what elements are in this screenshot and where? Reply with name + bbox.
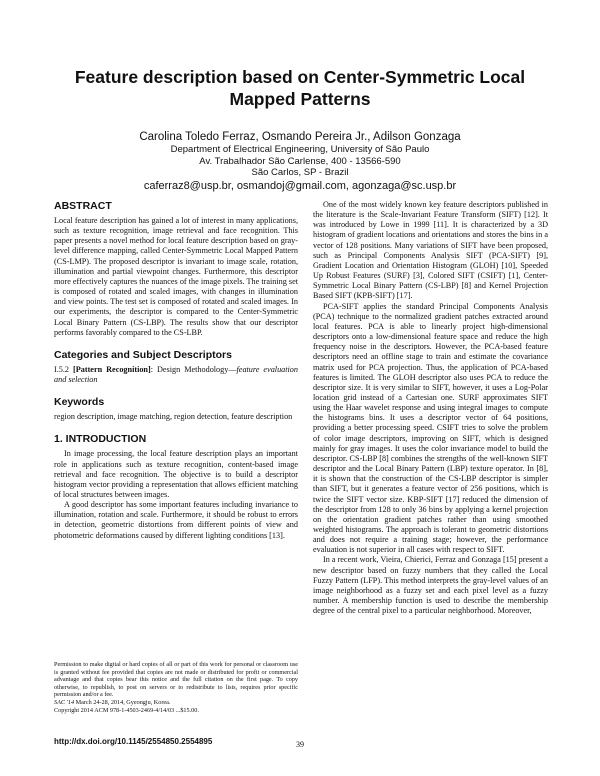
categories-heading: Categories and Subject Descriptors [54, 348, 232, 361]
abstract-heading: ABSTRACT [54, 200, 112, 212]
categories-bold: [Pattern Recognition] [73, 364, 151, 374]
conference-name: SAC '14 [54, 698, 75, 706]
affiliation-department: Department of Electrical Engineering, University of São Paulo [170, 144, 430, 155]
permission-text: Permission to make digital or hard copies of all or part of this work for personal or classroom use is granted without fee provided that copies are not made or distributed for profit or commercial advantage and that copies bear this notice and the full citation on the first page. To copy otherwise, to republish, to post on servers or to redistribute to lists, requires prior specific permission and/or a fee. [54, 661, 298, 699]
copyright-line: Copyright 2014 ACM 978-1-4503-2469-4/14/03 ...$15.00. [54, 706, 199, 714]
right-paragraph-1: One of the most widely known key feature descriptors published in the literature is the Scale-Invariant Feature Transform (SIFT) [12]. It was introduced by Lowe in 1999 [11]. It is characterized by a 3D histogram of gradient locations and orientations and stores the bins in a vector of 128 positions. Many variations of SIFT have been proposed, such as Principal Components Analysis SIFT (PCA-SIFT) [9], Gradient Location and Orientation Histogram (GLOH) [10], Speeded Up Robust Features (SURF) [3], Colored SIFT (CSIFT) [1], Center-Symmetric Local Binary Pattern (CS-LBP) [8] and Kernel Projection Based SIFT (KPB-SIFT) [17]. [313, 200, 548, 301]
right-paragraph-2: PCA-SIFT applies the standard Principal Components Analysis (PCA) technique to the normalized gradient patches extracted around local features. PCA is able to linearly project high-dimensional descriptors onto a low-dimensional feature space and reduce the high frequency noise in the descriptors. However, the PCA-based feature descriptors need an offline stage to train and estimate the covariance matrix used for PCA projection. Thus, the application of PCA-based features is limited. The GLOH descriptor also uses PCA to reduce the descriptor size. It is very similar to SIFT, however, it uses a Log-Polar location grid instead of a Cartesian one. SURF approximates SIFT using the Haar wavelet response and using integral images to compute the histograms bins. It uses a descriptor vector of 64 positions, providing a better processing speed. CSIFT tries to solve the problem of color image descriptors, improving on SIFT, which is designed mainly for gray images. It uses the color invariance model to build the descriptor. CS-LBP [8] combines the strengths of the well-known SIFT descriptor and the Local Binary Pattern (LBP) texture operator. In [8], it is shown that the construction of the CS-LBP descriptor is simpler than SIFT, but it generates a feature vector of 256 positions, which is twice the SIFT vector size. KBP-SIFT [17] reduced the dimension of the descriptor from 128 to only 36 bins by applying a kernel projection on the orientation gradient patches rather than using smoothed weighted histograms. The approach is tolerant to geometric distortions and does not require a training stage; however, the performance evaluation is not superior in all cases with respect to SIFT. [313, 301, 548, 555]
right-paragraph-3: In a recent work, Vieira, Chierici, Ferraz and Gonzaga [15] present a new descriptor based on fuzzy numbers that they called the Local Fuzzy Pattern (LFP). This method interprets the gray-level values of an image neighborhood as a fuzzy set and each pixel level as a fuzzy number. A membership function is used to describe the membership degree of the central pixel to a particular neighborhood. Moreover, [313, 555, 548, 616]
keywords-heading: Keywords [54, 396, 105, 409]
affiliation-city: São Carlos, SP - Brazil [251, 167, 349, 178]
right-column [313, 200, 548, 616]
introduction-paragraph-2: A good descriptor has some important features including invariance to illumination, rotation and scale. Furthermore, it should be robust to errors in detection, geometric distortions from different points of view and photometric deformations caused by different lighting conditions [13]. [54, 500, 298, 540]
introduction-heading: 1. INTRODUCTION [54, 433, 147, 446]
author-names: Carolina Toledo Ferraz, Osmando Pereira Jr., Adilson Gonzaga [139, 131, 461, 143]
conference-line [54, 699, 298, 707]
keywords-text: region description, image matching, region detection, feature description [54, 412, 293, 422]
categories-code: I.5.2 [54, 364, 70, 374]
author-block [60, 130, 540, 193]
conference-details: March 24-28, 2014, Gyeongju, Korea. [74, 698, 171, 706]
left-column [54, 200, 298, 541]
categories-text [54, 365, 298, 385]
doi-link[interactable]: http://dx.doi.org/10.1145/2554850.2554895 [54, 737, 213, 746]
page-number: 39 [296, 740, 304, 749]
categories-middle: : Design Methodology— [150, 364, 237, 374]
author-emails: caferraz8@usp.br, osmandoj@gmail.com, agonzaga@sc.usp.br [143, 179, 457, 192]
affiliation-address: Av. Trabalhador São Carlense, 400 - 13566-590 [199, 155, 401, 167]
introduction-paragraph-1: In image processing, the local feature description plays an important role in applications such as texture recognition, content-based image retrieval and face recognition. The objective is to build a descriptor histogram vector providing a representation that allows efficient matching of local structures between images. [54, 449, 298, 499]
abstract-text: Local feature description has gained a lot of interest in many applications, such as texture recognition, image retrieval and face recognition. This paper presents a novel method for local feature description based on gray-level difference mapping, called Center-Symmetric Local Mapped Pattern (CS-LMP). The proposed descriptor is invariant to image scale, rotation, illumination and partial viewpoint changes. Furthermore, this descriptor more effectively captures the nuances of the image pixels. The training set is composed of rotated and scaled images, with changes in illumination and view points. The test set is composed of rotated and scaled images. In our experiments, the descriptor is compared to the Center-Symmetric Local Binary Pattern (CS-LBP). The results show that our descriptor performs favorably compared to the CS-LBP. [54, 216, 298, 337]
paper-title: Feature description based on Center-Symmetric Local Mapped Patterns [74, 67, 526, 109]
categories-italic: feature evaluation and selection [54, 364, 298, 385]
permission-footnote [54, 661, 298, 714]
